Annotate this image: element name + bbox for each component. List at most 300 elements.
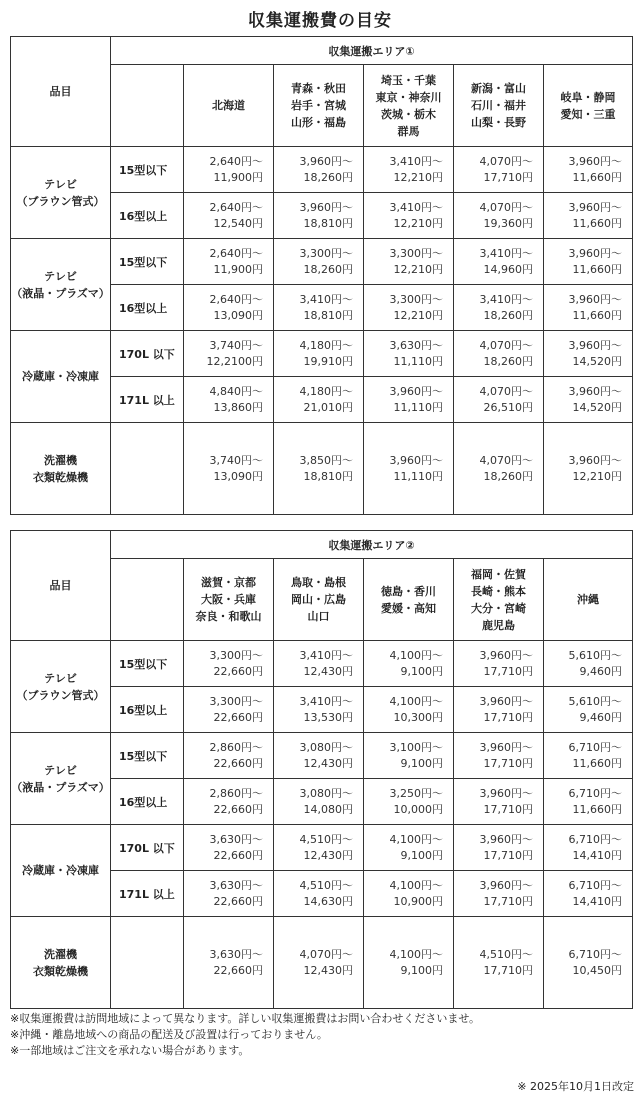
category-line: 洗濯機: [44, 947, 77, 961]
region-line: 岐阜・静岡: [560, 90, 616, 104]
price-max: 14,080円: [303, 802, 353, 816]
price-max: 17,710円: [483, 848, 533, 862]
price-max: 26,510円: [483, 400, 533, 414]
price-cell: [544, 377, 633, 423]
price-max: 10,300円: [393, 710, 443, 724]
region-line: 愛知・三重: [560, 107, 616, 121]
price-cell: [364, 687, 454, 733]
price-min: 2,640円〜: [209, 246, 263, 260]
region-header: [454, 559, 544, 641]
price-cell: [454, 377, 544, 423]
region-header: [184, 65, 274, 147]
price-cell: [544, 147, 633, 193]
price-cell: [274, 825, 364, 871]
price-max: 12,210円: [393, 308, 443, 322]
region-line: 奈良・和歌山: [195, 610, 262, 623]
price-min: 4,180円〜: [299, 338, 353, 352]
price-max: 18,260円: [483, 469, 533, 483]
price-cell: [364, 331, 454, 377]
price-min: 3,960円〜: [479, 740, 533, 754]
region-line: 山梨・長野: [471, 116, 526, 129]
price-min: 3,410円〜: [479, 292, 533, 306]
size-cell: 15型以下: [111, 641, 184, 687]
price-min: 3,630円〜: [389, 338, 443, 352]
category-line: テレビ: [44, 763, 77, 777]
price-max: 11,660円: [572, 802, 623, 816]
region-line: 愛媛・高知: [381, 601, 436, 615]
price-cell: [364, 423, 454, 515]
price-min: 4,100円〜: [389, 832, 443, 846]
price-max: 11,660円: [572, 308, 623, 322]
price-min: 3,740円〜: [209, 453, 263, 467]
price-max: 17,710円: [483, 664, 533, 678]
category-cell: [11, 641, 111, 733]
price-max: 22,660円: [213, 963, 263, 977]
price-min: 3,960円〜: [479, 832, 533, 846]
price-cell: [364, 193, 454, 239]
price-min: 4,070円〜: [479, 200, 533, 214]
price-cell: [364, 779, 454, 825]
price-max: 13,090円: [213, 308, 263, 322]
price-min: 3,300円〜: [299, 246, 353, 260]
price-cell: [184, 779, 274, 825]
price-min: 4,070円〜: [479, 384, 533, 398]
price-max: 14,960円: [483, 262, 533, 276]
price-min: 4,180円〜: [299, 384, 353, 398]
price-max: 12,540円: [213, 216, 263, 230]
region-line: 山形・福島: [291, 116, 346, 129]
price-max: 12,430円: [303, 848, 353, 862]
price-cell: [184, 377, 274, 423]
price-min: 4,510円〜: [299, 878, 353, 892]
category-line: テレビ: [44, 671, 77, 685]
price-min: 2,640円〜: [209, 154, 263, 168]
price-min: 4,100円〜: [389, 648, 443, 662]
category-line: 衣類乾燥機: [33, 964, 88, 978]
category-line: テレビ: [44, 177, 77, 191]
category-line: 冷蔵庫・冷凍庫: [22, 864, 99, 877]
price-max: 18,260円: [303, 170, 353, 184]
size-cell: 171L 以上: [111, 871, 184, 917]
note-3: ※一部地域はご注文を承れない場合があります。: [10, 1044, 250, 1057]
price-max: 18,810円: [303, 469, 353, 483]
price-min: 3,960円〜: [568, 384, 623, 398]
region-line: 大分・宮崎: [471, 601, 526, 615]
price-min: 3,630円〜: [209, 947, 263, 961]
price-cell: [454, 331, 544, 377]
region-line: 北海道: [212, 99, 245, 112]
price-max: 12,430円: [303, 664, 353, 678]
region-header: [184, 559, 274, 641]
price-max: 11,900円: [213, 262, 263, 276]
region-line: 岩手・宮城: [291, 99, 346, 112]
region-line: 青森・秋田: [291, 82, 346, 95]
price-max: 12,210円: [393, 262, 443, 276]
price-max: 14,630円: [303, 894, 353, 908]
price-cell: [184, 825, 274, 871]
price-cell: [274, 239, 364, 285]
price-min: 3,740円〜: [209, 338, 263, 352]
fee-table-area-2: [10, 530, 633, 1009]
price-min: 3,850円〜: [299, 453, 353, 467]
category-line: （液晶・プラズマ）: [11, 780, 110, 794]
price-max: 18,810円: [303, 216, 353, 230]
price-min: 3,300円〜: [389, 246, 443, 260]
fee-table-area-1: [10, 36, 633, 515]
table-row: [11, 917, 633, 1009]
price-cell: [544, 687, 633, 733]
category-cell: [11, 733, 111, 825]
price-min: 4,840円〜: [209, 384, 263, 398]
price-cell: [274, 871, 364, 917]
price-min: 5,610円〜: [568, 648, 623, 662]
note-1: ※収集運搬費は訪問地域によって異なります。詳しい収集運搬費はお問い合わせくださいませ。: [10, 1012, 481, 1025]
region-line: 埼玉・千葉: [381, 73, 436, 87]
category-line: （ブラウン管式）: [16, 688, 105, 702]
table-row: [11, 641, 633, 687]
price-cell: [544, 641, 633, 687]
price-max: 12,210円: [393, 170, 443, 184]
price-min: 3,410円〜: [299, 292, 353, 306]
price-min: 3,410円〜: [479, 246, 533, 260]
region-header: [454, 65, 544, 147]
price-max: 10,000円: [393, 802, 443, 816]
price-cell: [184, 239, 274, 285]
size-cell: 16型以上: [111, 779, 184, 825]
price-max: 18,260円: [483, 354, 533, 368]
price-min: 3,960円〜: [389, 453, 443, 467]
table-row: [11, 147, 633, 193]
price-min: 3,960円〜: [479, 878, 533, 892]
price-max: 17,710円: [483, 756, 533, 770]
price-cell: [184, 917, 274, 1009]
region-line: 滋賀・京都: [201, 576, 256, 589]
price-cell: [364, 147, 454, 193]
price-min: 3,300円〜: [209, 648, 263, 662]
area-header: 収集運搬エリア①: [111, 37, 633, 65]
price-min: 6,710円〜: [568, 740, 623, 754]
region-header: [274, 559, 364, 641]
price-min: 3,630円〜: [209, 832, 263, 846]
price-max: 17,710円: [483, 710, 533, 724]
category-line: 衣類乾燥機: [33, 470, 88, 484]
price-min: 3,100円〜: [389, 740, 443, 754]
size-cell: 16型以上: [111, 687, 184, 733]
size-header: [111, 65, 184, 147]
category-line: テレビ: [44, 269, 77, 283]
price-cell: [184, 193, 274, 239]
region-header: [364, 559, 454, 641]
price-max: 11,110円: [393, 400, 443, 414]
price-max: 14,410円: [572, 848, 623, 862]
size-cell: 170L 以下: [111, 331, 184, 377]
price-min: 2,860円〜: [209, 740, 263, 754]
price-min: 3,080円〜: [299, 740, 353, 754]
price-cell: [544, 779, 633, 825]
region-line: 長崎・熊本: [471, 584, 526, 598]
note-2: ※沖縄・離島地域への商品の配送及び設置は行っておりません。: [10, 1028, 328, 1041]
price-min: 3,960円〜: [568, 338, 623, 352]
price-cell: [274, 917, 364, 1009]
price-cell: [544, 423, 633, 515]
size-cell: 15型以下: [111, 733, 184, 779]
price-min: 2,640円〜: [209, 292, 263, 306]
price-cell: [274, 377, 364, 423]
category-cell: [11, 147, 111, 239]
price-min: 3,960円〜: [568, 246, 623, 260]
price-cell: [184, 423, 274, 515]
price-min: 3,960円〜: [479, 648, 533, 662]
region-line: 群馬: [397, 124, 420, 138]
region-line: 鹿児島: [482, 618, 515, 632]
price-min: 6,710円〜: [568, 786, 623, 800]
price-max: 14,520円: [572, 400, 623, 414]
region-line: 鳥取・島根: [291, 576, 346, 589]
price-max: 22,660円: [213, 664, 263, 678]
price-min: 3,960円〜: [479, 786, 533, 800]
price-cell: [184, 687, 274, 733]
price-cell: [454, 871, 544, 917]
price-cell: [454, 733, 544, 779]
price-max: 9,100円: [400, 756, 443, 770]
price-max: 11,660円: [572, 170, 623, 184]
price-max: 9,460円: [579, 710, 623, 724]
price-min: 3,250円〜: [389, 786, 443, 800]
category-line: （液晶・プラズマ）: [11, 286, 110, 300]
size-cell: 16型以上: [111, 285, 184, 331]
region-header: [544, 559, 633, 641]
price-cell: [364, 285, 454, 331]
price-min: 4,070円〜: [299, 947, 353, 961]
price-max: 11,660円: [572, 756, 623, 770]
region-line: 茨城・栃木: [381, 107, 436, 121]
price-cell: [544, 331, 633, 377]
price-max: 11,110円: [393, 469, 443, 483]
price-max: 22,660円: [213, 710, 263, 724]
price-min: 3,410円〜: [389, 200, 443, 214]
category-cell: [11, 423, 111, 515]
price-max: 9,460円: [579, 664, 623, 678]
price-min: 4,100円〜: [389, 947, 443, 961]
price-cell: [544, 193, 633, 239]
price-cell: [274, 641, 364, 687]
category-cell: [11, 239, 111, 331]
table-row: [11, 733, 633, 779]
price-max: 9,100円: [400, 848, 443, 862]
price-max: 13,090円: [213, 469, 263, 483]
price-min: 5,610円〜: [568, 694, 623, 708]
price-max: 14,520円: [572, 354, 623, 368]
price-min: 3,300円〜: [389, 292, 443, 306]
region-line: 徳島・香川: [381, 584, 436, 598]
price-max: 13,860円: [213, 400, 263, 414]
price-cell: [454, 239, 544, 285]
notes: [10, 1011, 480, 1059]
price-max: 22,660円: [213, 894, 263, 908]
price-max: 18,260円: [483, 308, 533, 322]
price-cell: [364, 377, 454, 423]
price-max: 11,660円: [572, 262, 623, 276]
price-min: 6,710円〜: [568, 832, 623, 846]
price-max: 17,710円: [483, 170, 533, 184]
price-cell: [454, 193, 544, 239]
price-max: 12,430円: [303, 963, 353, 977]
price-max: 10,450円: [572, 963, 623, 977]
price-cell: [364, 871, 454, 917]
price-cell: [454, 423, 544, 515]
table-row: [11, 239, 633, 285]
price-min: 4,070円〜: [479, 453, 533, 467]
price-min: 3,960円〜: [299, 200, 353, 214]
price-min: 2,640円〜: [209, 200, 263, 214]
price-min: 4,510円〜: [479, 947, 533, 961]
price-min: 2,860円〜: [209, 786, 263, 800]
price-max: 10,900円: [393, 894, 443, 908]
price-max: 17,710円: [483, 802, 533, 816]
price-cell: [454, 917, 544, 1009]
category-line: （ブラウン管式）: [16, 194, 105, 208]
price-max: 9,100円: [400, 963, 443, 977]
price-max: 11,110円: [393, 354, 443, 368]
price-max: 19,910円: [303, 354, 353, 368]
price-max: 12,2100円: [206, 354, 263, 368]
size-cell: [111, 917, 184, 1009]
price-max: 17,710円: [483, 963, 533, 977]
price-min: 3,960円〜: [568, 453, 623, 467]
region-line: 大阪・兵庫: [201, 593, 256, 606]
price-cell: [274, 687, 364, 733]
price-cell: [364, 239, 454, 285]
price-max: 14,410円: [572, 894, 623, 908]
price-max: 18,810円: [303, 308, 353, 322]
price-cell: [544, 239, 633, 285]
item-header: 品目: [11, 531, 111, 641]
region-line: 沖縄: [577, 593, 600, 606]
price-cell: [184, 331, 274, 377]
price-cell: [454, 285, 544, 331]
price-max: 9,100円: [400, 664, 443, 678]
category-cell: [11, 331, 111, 423]
price-min: 3,410円〜: [299, 694, 353, 708]
price-min: 3,410円〜: [299, 648, 353, 662]
price-cell: [364, 733, 454, 779]
price-max: 12,210円: [572, 469, 623, 483]
price-cell: [274, 147, 364, 193]
price-cell: [184, 871, 274, 917]
price-cell: [364, 825, 454, 871]
price-cell: [454, 147, 544, 193]
price-min: 3,960円〜: [568, 292, 623, 306]
price-cell: [544, 285, 633, 331]
price-max: 22,660円: [213, 756, 263, 770]
price-cell: [364, 641, 454, 687]
price-min: 3,630円〜: [209, 878, 263, 892]
price-cell: [274, 331, 364, 377]
region-header: [274, 65, 364, 147]
price-min: 4,100円〜: [389, 694, 443, 708]
category-cell: [11, 917, 111, 1009]
price-cell: [364, 917, 454, 1009]
price-max: 21,010円: [303, 400, 353, 414]
price-cell: [274, 193, 364, 239]
header-row: [11, 37, 633, 65]
category-line: 冷蔵庫・冷凍庫: [22, 370, 99, 383]
price-max: 22,660円: [213, 848, 263, 862]
size-cell: 170L 以下: [111, 825, 184, 871]
region-line: 山口: [307, 610, 330, 623]
region-line: 岡山・広島: [291, 593, 346, 606]
price-min: 3,960円〜: [299, 154, 353, 168]
size-cell: 15型以下: [111, 239, 184, 285]
price-cell: [184, 641, 274, 687]
price-max: 11,900円: [213, 170, 263, 184]
size-cell: 15型以下: [111, 147, 184, 193]
price-max: 12,430円: [303, 756, 353, 770]
size-cell: 16型以上: [111, 193, 184, 239]
size-header: [111, 559, 184, 641]
price-min: 3,960円〜: [389, 384, 443, 398]
price-cell: [274, 285, 364, 331]
size-cell: 171L 以上: [111, 377, 184, 423]
price-cell: [544, 871, 633, 917]
category-line: 洗濯機: [44, 453, 77, 467]
price-min: 6,710円〜: [568, 878, 623, 892]
price-max: 11,660円: [572, 216, 623, 230]
region-line: 新潟・富山: [471, 82, 526, 95]
price-max: 22,660円: [213, 802, 263, 816]
price-cell: [274, 423, 364, 515]
price-min: 4,070円〜: [479, 338, 533, 352]
price-min: 3,960円〜: [479, 694, 533, 708]
price-min: 6,710円〜: [568, 947, 623, 961]
price-cell: [454, 779, 544, 825]
price-min: 3,410円〜: [389, 154, 443, 168]
region-line: 石川・福井: [471, 99, 526, 112]
price-cell: [184, 147, 274, 193]
size-cell: [111, 423, 184, 515]
revision-date: ※ 2025年10月1日改定: [517, 1080, 634, 1093]
price-cell: [454, 687, 544, 733]
price-min: 3,960円〜: [568, 200, 623, 214]
price-max: 18,260円: [303, 262, 353, 276]
price-min: 3,080円〜: [299, 786, 353, 800]
page-title: 収集運搬費の目安: [248, 11, 392, 31]
table-row: [11, 825, 633, 871]
price-min: 4,100円〜: [389, 878, 443, 892]
price-min: 3,960円〜: [568, 154, 623, 168]
region-header: [364, 65, 454, 147]
price-max: 13,530円: [303, 710, 353, 724]
price-cell: [544, 733, 633, 779]
price-cell: [274, 733, 364, 779]
price-cell: [544, 917, 633, 1009]
price-cell: [454, 641, 544, 687]
area-header: 収集運搬エリア②: [111, 531, 633, 559]
price-cell: [544, 825, 633, 871]
category-cell: [11, 825, 111, 917]
price-cell: [184, 285, 274, 331]
price-max: 19,360円: [483, 216, 533, 230]
region-line: 東京・神奈川: [375, 90, 442, 104]
region-line: 福岡・佐賀: [471, 567, 526, 581]
price-min: 4,510円〜: [299, 832, 353, 846]
table-row: [11, 331, 633, 377]
item-header: 品目: [11, 37, 111, 147]
price-cell: [454, 825, 544, 871]
price-min: 3,300円〜: [209, 694, 263, 708]
region-header: [544, 65, 633, 147]
price-max: 12,210円: [393, 216, 443, 230]
